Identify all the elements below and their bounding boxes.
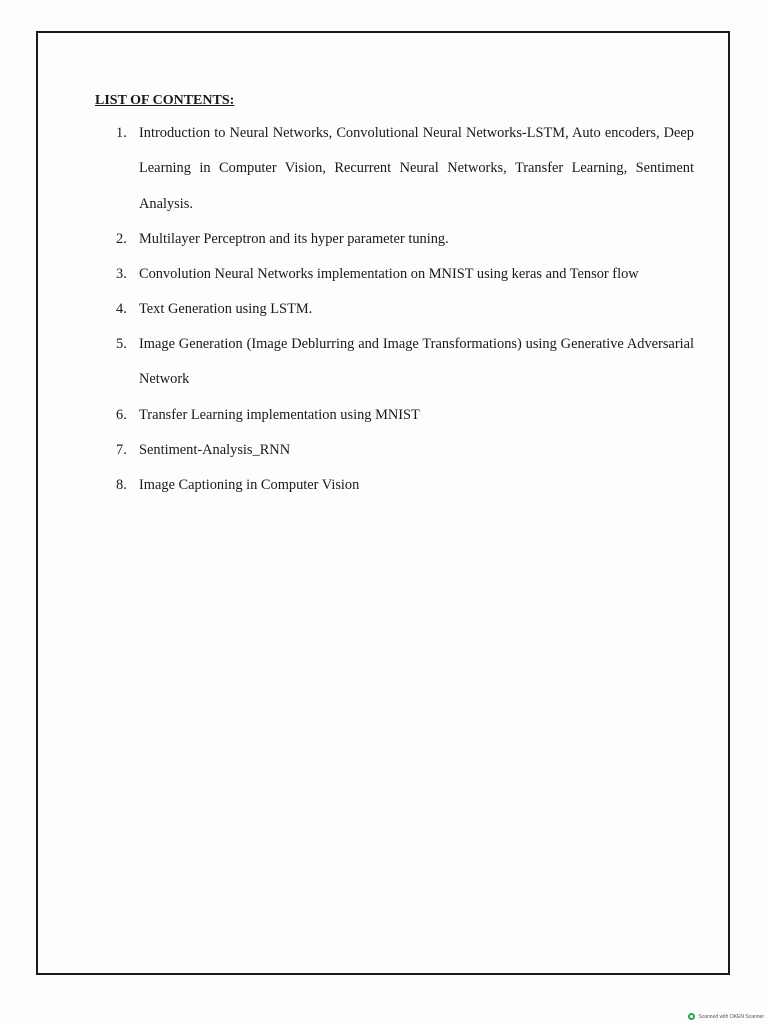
item-number: 4. [116, 301, 127, 317]
contents-item-3 [116, 257, 694, 292]
item-text: Image Generation (Image Deblurring and Image Transformations) using Generative Adversarial Network [139, 336, 694, 388]
contents-item-8 [116, 468, 694, 503]
contents-heading: LIST OF CONTENTS: [95, 93, 235, 108]
item-number: 6. [116, 407, 127, 423]
item-text: Sentiment-Analysis_RNN [139, 442, 291, 458]
item-text: Text Generation using LSTM. [139, 301, 313, 317]
item-number: 2. [116, 231, 127, 247]
item-number: 8. [116, 477, 127, 493]
okenscanner-logo-icon [688, 1013, 695, 1020]
item-number: 1. [116, 125, 127, 141]
item-text: Transfer Learning implementation using MNIST [139, 407, 420, 423]
watermark-text: Scanned with OKEN Scanner [698, 1013, 764, 1020]
scanner-watermark [688, 1013, 764, 1020]
item-number: 5. [116, 336, 127, 352]
contents-item-5 [116, 327, 694, 398]
contents-item-6 [116, 398, 694, 433]
contents-item-1 [116, 116, 694, 222]
item-number: 3. [116, 266, 127, 282]
item-number: 7. [116, 442, 127, 458]
contents-item-7 [116, 433, 694, 468]
contents-item-4 [116, 292, 694, 327]
item-text: Introduction to Neural Networks, Convolutional Neural Networks-LSTM, Auto encoders, Deep Learning in Computer Vision, Recurrent Neural Networks, Transfer Learning, Sentiment Analysis. [139, 125, 694, 212]
item-text: Convolution Neural Networks implementation on MNIST using keras and Tensor flow [139, 266, 639, 282]
contents-item-2 [116, 222, 694, 257]
item-text: Multilayer Perceptron and its hyper parameter tuning. [139, 231, 449, 247]
item-text: Image Captioning in Computer Vision [139, 477, 360, 493]
